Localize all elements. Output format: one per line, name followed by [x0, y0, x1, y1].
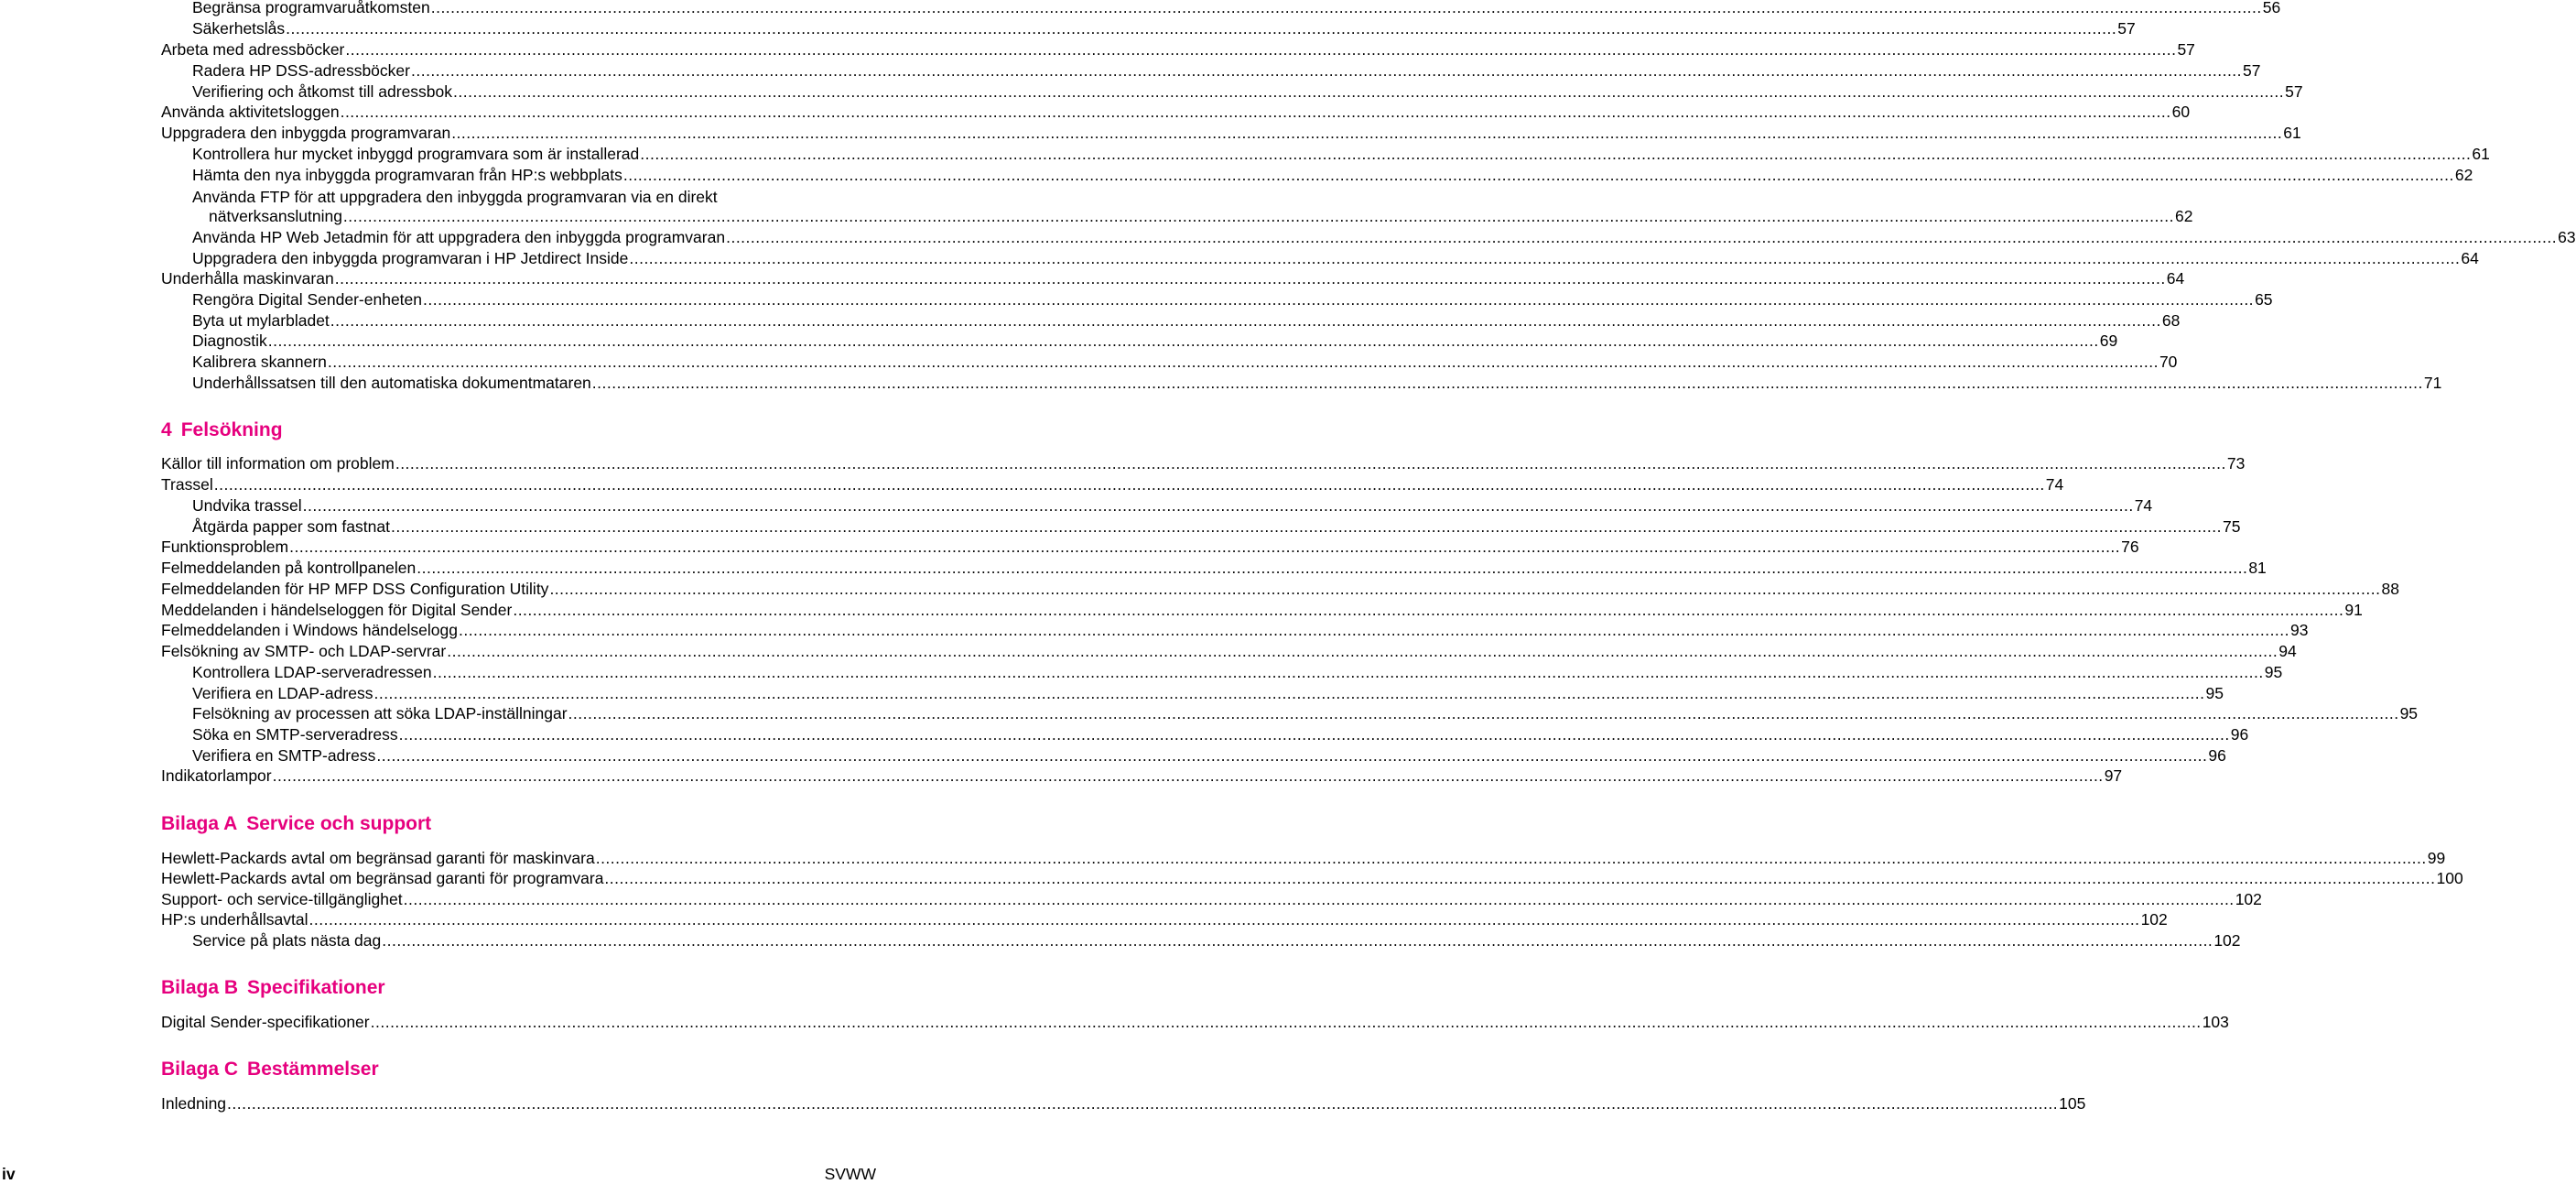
toc-entry-page: 96: [2230, 725, 2249, 744]
toc-entry[interactable]: [192, 226, 2576, 248]
toc-entry-page: 95: [2264, 663, 2283, 681]
toc-entry-title: Felsökning av processen att söka LDAP-inställningar: [192, 704, 568, 722]
toc-entry[interactable]: [192, 81, 2303, 103]
toc-entry-page: 71: [2423, 374, 2442, 392]
dot-leader: [373, 682, 2204, 704]
toc-entry-page: 57: [2117, 19, 2136, 38]
toc-entry-title: Uppgradera den inbyggda programvaran: [161, 124, 451, 142]
toc-entry-title: Använda HP Web Jetadmin för att uppgradera den inbyggda programvaran: [192, 228, 726, 246]
dot-leader: [604, 867, 2435, 889]
toc-entry-title: HP:s underhållsavtal: [161, 910, 308, 929]
chapter-number: Bilaga A: [161, 813, 238, 834]
toc-entry-title-line1[interactable]: Använda FTP för att uppgradera den inbyggda programvaran via en direkt: [192, 188, 718, 206]
chapter-title: Bestämmelser: [247, 1059, 379, 1080]
toc-entry-page: 102: [2235, 890, 2262, 908]
toc-entry[interactable]: [161, 888, 2262, 910]
toc-entry[interactable]: [192, 351, 2178, 373]
toc-entry-title: Verifiera en SMTP-adress: [192, 746, 376, 765]
toc-entry-page: 93: [2290, 621, 2309, 639]
toc-entry[interactable]: [192, 330, 2118, 352]
dot-leader: [227, 1092, 2058, 1114]
toc-entry-page: 103: [2202, 1013, 2229, 1031]
chapter-title: Specifikationer: [247, 977, 385, 998]
toc-entry[interactable]: [192, 164, 2473, 186]
toc-entry[interactable]: [192, 682, 2224, 704]
chapter-number: Bilaga B: [161, 977, 239, 998]
toc-entry-title: Kalibrera skannern: [192, 353, 327, 371]
toc-entry-page: 96: [2208, 746, 2226, 765]
toc-entry-page: 99: [2427, 849, 2446, 867]
toc-entry-page: 57: [2177, 40, 2195, 59]
toc-entry[interactable]: [161, 536, 2139, 558]
chapter-title: Felsökning: [180, 419, 283, 440]
dot-leader: [214, 473, 2045, 495]
toc-entry-page: 68: [2161, 311, 2181, 330]
toc-entry-page: 70: [2159, 353, 2178, 371]
toc-entry-title: Service på plats nästa dag: [192, 931, 382, 950]
toc-entry-title: Trassel: [161, 475, 213, 494]
toc-entry[interactable]: [192, 929, 2241, 951]
dot-leader: [549, 578, 2380, 600]
chapter-number: Bilaga C: [161, 1059, 239, 1080]
chapter-title: Service och support: [246, 813, 432, 834]
toc-entry[interactable]: [192, 288, 2273, 310]
dot-leader: [726, 226, 2557, 248]
toc-entry[interactable]: [192, 310, 2181, 331]
dot-leader: [623, 164, 2454, 186]
dot-leader: [335, 267, 2166, 289]
dot-leader: [451, 122, 2282, 144]
toc-entry-page: 64: [2166, 269, 2185, 288]
dot-leader: [640, 143, 2471, 165]
toc-entry-title: Undvika trassel: [192, 496, 302, 515]
toc-entry[interactable]: [192, 516, 2241, 538]
dot-leader: [345, 38, 2176, 60]
toc-entry[interactable]: [161, 557, 2267, 579]
toc-entry-page: 105: [2059, 1094, 2086, 1113]
chapter-heading[interactable]: [161, 418, 283, 443]
toc-entry[interactable]: [192, 60, 2261, 81]
dot-leader: [568, 702, 2399, 724]
chapter-number: 4: [161, 419, 172, 440]
toc-entry-title: Byta ut mylarbladet: [192, 311, 330, 330]
dot-leader: [513, 599, 2343, 621]
toc-entry-page: 74: [2045, 475, 2064, 494]
toc-entry[interactable]: [161, 599, 2363, 621]
toc-entry-page: 88: [2381, 580, 2399, 598]
toc-entry-title: Uppgradera den inbyggda programvaran i HP Jetdirect Inside: [192, 249, 629, 267]
toc-entry-title: Support- och service-tillgänglighet: [161, 890, 403, 908]
dot-leader: [289, 536, 2120, 558]
toc-entry-title: Hewlett-Packards avtal om begränsad garanti för programvara: [161, 869, 604, 887]
toc-entry-page: 63: [2558, 228, 2576, 246]
toc-entry-page: 65: [2255, 290, 2273, 309]
toc-entry[interactable]: [161, 122, 2301, 144]
toc-entry-page: 57: [2243, 61, 2261, 80]
toc-entry-page: 102: [2140, 910, 2168, 929]
toc-entry-title: Använda aktivitetsloggen: [161, 103, 340, 121]
toc-entry-page: 76: [2121, 538, 2139, 556]
toc-entry[interactable]: [161, 640, 2297, 662]
toc-entry[interactable]: [161, 578, 2399, 600]
toc-entry-title: Begränsa programvaruåtkomsten: [192, 0, 430, 16]
chapter-heading[interactable]: [161, 975, 385, 1001]
dot-leader: [592, 372, 2423, 394]
dot-leader: [303, 494, 2134, 516]
dot-leader: [376, 744, 2207, 766]
toc-entry-page: 81: [2248, 559, 2267, 577]
dot-leader: [431, 0, 2262, 18]
toc-entry-title: Underhållssatsen till den automatiska dokumentmataren: [192, 374, 591, 392]
toc-entry-title: Digital Sender-specifikationer: [161, 1013, 370, 1031]
toc-entry-page: 56: [2262, 0, 2281, 16]
toc-entry[interactable]: [161, 619, 2309, 641]
dot-leader: [341, 101, 2171, 123]
dot-leader: [391, 516, 2222, 538]
toc-entry-title: Säkerhetslås: [192, 19, 286, 38]
dot-leader: [459, 619, 2289, 641]
dot-leader: [423, 288, 2254, 310]
toc-entry-page: 60: [2171, 103, 2191, 121]
dot-leader: [382, 929, 2213, 951]
toc-entry-title: Källor till information om problem: [161, 454, 395, 473]
dot-leader: [395, 452, 2226, 474]
toc-entry-title: Radera HP DSS-adressböcker: [192, 61, 410, 80]
toc-entry[interactable]: [161, 867, 2463, 889]
toc-entry[interactable]: [192, 723, 2249, 745]
toc-entry-title: Indikatorlampor: [161, 766, 272, 785]
toc-entry-title: Hämta den nya inbyggda programvaran från HP:s webbplats: [192, 166, 622, 184]
page-number: iv: [2, 1165, 16, 1183]
dot-leader: [417, 557, 2247, 579]
toc-entry-title: Diagnostik: [192, 331, 267, 350]
toc-entry-title: Kontrollera hur mycket inbyggd programvara som är installerad: [192, 145, 640, 163]
dot-leader: [286, 17, 2116, 39]
footer-locale-code: SVWW: [824, 1165, 876, 1183]
toc-entry-title: Felsökning av SMTP- och LDAP-servrar: [161, 642, 447, 660]
toc-entry[interactable]: [192, 661, 2283, 683]
chapter-heading[interactable]: [161, 811, 431, 837]
toc-entry-title: Verifiera en LDAP-adress: [192, 684, 373, 702]
dot-leader: [447, 640, 2278, 662]
toc-entry-title: Arbeta med adressböcker: [161, 40, 345, 59]
toc-entry-page: 73: [2226, 454, 2246, 473]
toc-entry[interactable]: [192, 494, 2153, 516]
dot-leader: [433, 661, 2264, 683]
dot-leader: [309, 908, 2140, 930]
toc-entry-title: Felmeddelanden i Windows händelselogg: [161, 621, 458, 639]
toc-entry-title: Åtgärda papper som fastnat: [192, 517, 390, 536]
toc-entry[interactable]: [161, 1092, 2086, 1114]
dot-leader: [629, 247, 2460, 269]
dot-leader: [328, 351, 2159, 373]
toc-entry[interactable]: [209, 205, 2193, 227]
toc-entry[interactable]: [161, 38, 2195, 60]
toc-entry-page: 57: [2285, 82, 2303, 101]
dot-leader: [404, 888, 2235, 910]
toc-entry[interactable]: [161, 473, 2064, 495]
toc-entry[interactable]: [192, 247, 2479, 269]
dot-leader: [273, 765, 2104, 787]
toc-entry-page: 102: [2213, 931, 2241, 950]
toc-entry-page: 69: [2099, 331, 2118, 350]
toc-entry-page: 64: [2461, 249, 2479, 267]
toc-entry-title: Kontrollera LDAP-serveradressen: [192, 663, 432, 681]
toc-entry-page: 62: [2454, 166, 2473, 184]
toc-entry[interactable]: [161, 847, 2446, 869]
toc-entry-title: nätverksanslutning: [209, 207, 342, 225]
toc-entry-title: Söka en SMTP-serveradress: [192, 725, 398, 744]
toc-entry[interactable]: [161, 765, 2123, 787]
toc-entry[interactable]: [161, 1011, 2229, 1033]
dot-leader: [596, 847, 2427, 869]
toc-entry[interactable]: [192, 702, 2419, 724]
toc-entry-page: 97: [2104, 766, 2123, 785]
toc-entry[interactable]: [161, 452, 2246, 474]
toc-entry-page: 62: [2174, 207, 2193, 225]
dot-leader: [343, 205, 2174, 227]
dot-leader: [371, 1011, 2202, 1033]
toc-entry-page: 61: [2472, 145, 2490, 163]
dot-leader: [453, 81, 2284, 103]
toc-entry-page: 91: [2344, 601, 2363, 619]
toc-entry-title: Meddelanden i händelseloggen för Digital Sender: [161, 601, 513, 619]
toc-entry-page: 100: [2436, 869, 2463, 887]
toc-entry[interactable]: [192, 17, 2136, 39]
dot-leader: [268, 330, 2099, 352]
chapter-heading[interactable]: [161, 1057, 379, 1082]
toc-entry[interactable]: [192, 0, 2281, 18]
toc-entry-title: Funktionsproblem: [161, 538, 289, 556]
toc-entry[interactable]: [192, 372, 2442, 394]
dot-leader: [399, 723, 2230, 745]
toc-entry-title: Underhålla maskinvaran: [161, 269, 334, 288]
toc-entry-title: Rengöra Digital Sender-enheten: [192, 290, 422, 309]
toc-entry[interactable]: [192, 744, 2226, 766]
toc-entry[interactable]: [161, 908, 2168, 930]
toc-entry[interactable]: [161, 101, 2191, 123]
toc-entry-page: 95: [2205, 684, 2224, 702]
toc-entry-page: 61: [2283, 124, 2301, 142]
toc-entry-title: Hewlett-Packards avtal om begränsad garanti för maskinvara: [161, 849, 595, 867]
toc-entry-page: 75: [2223, 517, 2241, 536]
toc-entry[interactable]: [161, 267, 2185, 289]
dot-leader: [330, 310, 2161, 331]
dot-leader: [411, 60, 2242, 81]
toc-entry-title: Felmeddelanden för HP MFP DSS Configuration Utility: [161, 580, 549, 598]
toc-entry-title: Felmeddelanden på kontrollpanelen: [161, 559, 417, 577]
toc-entry-page: 74: [2134, 496, 2153, 515]
toc-entry[interactable]: [192, 143, 2490, 165]
toc-entry-page: 94: [2278, 642, 2297, 660]
toc-entry-title: Inledning: [161, 1094, 227, 1113]
toc-entry-title: Verifiering och åtkomst till adressbok: [192, 82, 453, 101]
toc-entry-page: 95: [2399, 704, 2419, 722]
